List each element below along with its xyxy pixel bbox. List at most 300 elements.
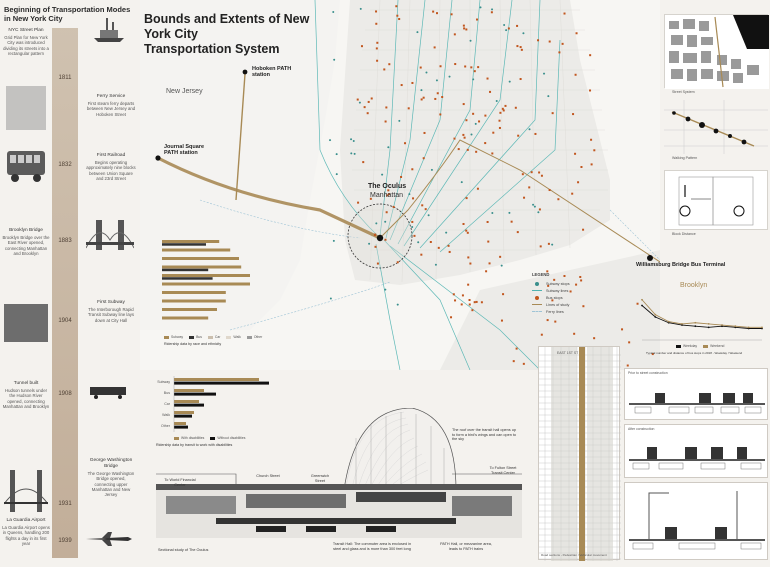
subway-stop-dot bbox=[332, 11, 334, 13]
page-title: Bounds and Extents of New York City Transportation System bbox=[144, 12, 310, 56]
rail-car-image bbox=[88, 385, 128, 399]
subway-stop-dot bbox=[532, 204, 534, 206]
bus-stop-dot bbox=[531, 171, 533, 173]
walking-pattern-caption: Walking Pattern bbox=[672, 156, 698, 160]
subway-stop-dot bbox=[472, 78, 474, 80]
journal-square-station-marker bbox=[155, 155, 160, 160]
line-point bbox=[654, 314, 656, 316]
transit-hall-label: Transit Hall: The commuter area is enclosed in steel and glass and is more than 300 feet long bbox=[332, 542, 412, 551]
bus-stop-dot bbox=[451, 13, 453, 15]
disability-category-label: Car bbox=[164, 402, 170, 406]
bus-stop-dot bbox=[465, 119, 467, 121]
disability-bar bbox=[174, 378, 259, 381]
greenwich-street-label: Greenwich Street bbox=[310, 474, 330, 483]
timeline-right-text: Ferry Service First steam ferry departs between New Jersey and Hoboken Street bbox=[86, 94, 136, 117]
bus-stop-dot bbox=[463, 223, 465, 225]
subway-stop-dot bbox=[503, 24, 505, 26]
bus-stop-dot bbox=[421, 98, 423, 100]
legend-item: Ferry lines bbox=[532, 308, 612, 315]
bus-stop-dot bbox=[576, 32, 578, 34]
subway-stop-dot bbox=[491, 8, 493, 10]
bus-stop-dot bbox=[425, 208, 427, 210]
timeline-left-text: NYC Street Plan Grid Plan for New York City was introduced dividing its streets into a rectangular pattern bbox=[3, 28, 49, 57]
bus-stop-dot bbox=[515, 107, 517, 109]
legend-item: Subway lines bbox=[532, 287, 612, 294]
legend-item: Lines of study bbox=[532, 301, 612, 308]
bus-stop-dot bbox=[375, 246, 377, 248]
subway-stop-dot bbox=[336, 153, 338, 155]
timeline-right-text: George Washington Bridge The George Washington Bridge opened, connecting upper Manhattan and New Jersey bbox=[87, 458, 135, 498]
bus-stop-dot bbox=[571, 193, 573, 195]
bus-stop-dot bbox=[361, 45, 363, 47]
subway-stop-dot bbox=[350, 138, 352, 140]
bus-stop-dot bbox=[516, 25, 518, 27]
bus-stop-dot bbox=[434, 46, 436, 48]
bus-stop-dot bbox=[400, 176, 402, 178]
bus-stop-dot bbox=[367, 112, 369, 114]
oculus-station-marker bbox=[377, 235, 383, 241]
bus-stop-dot bbox=[472, 113, 474, 115]
bus-stop-dot bbox=[489, 91, 491, 93]
bus-stop-dot bbox=[517, 135, 519, 137]
bus-stop-dot bbox=[464, 65, 466, 67]
line-point bbox=[694, 322, 696, 324]
bus-stop-dot bbox=[438, 247, 440, 249]
race-chart-svg bbox=[156, 236, 276, 326]
bus-stop-dot bbox=[432, 11, 434, 13]
bus-stop-dot bbox=[499, 120, 501, 122]
subway-stop-dot bbox=[375, 222, 377, 224]
timeline-left-text: Tunnel built Hudson tunnels under the Hudson River opened, connecting Manhattan and Brooklyn bbox=[2, 381, 50, 410]
subway-stop-dot bbox=[425, 71, 427, 73]
race-bar bbox=[162, 291, 226, 294]
timeline-right-text: First Railroad Begins operating approximately nine blocks between Union Square and 23rd Street bbox=[86, 153, 136, 182]
bus-stop-dot bbox=[557, 198, 559, 200]
bus-stop-dot bbox=[589, 89, 591, 91]
journal-square-label: Journal Square PATH station bbox=[164, 144, 205, 157]
bus-stop-dot bbox=[357, 202, 359, 204]
subway-stop-dot bbox=[416, 31, 418, 33]
bus-stop-dot bbox=[554, 321, 556, 323]
bus-stop-dot bbox=[541, 175, 543, 177]
bus-stop-dot bbox=[467, 232, 469, 234]
timeline-spine bbox=[52, 28, 78, 558]
subway-stop-dot bbox=[420, 89, 422, 91]
bus-stop-dot bbox=[465, 28, 467, 30]
race-bar bbox=[162, 249, 230, 252]
bus-stop-dot bbox=[362, 161, 364, 163]
race-bar bbox=[162, 243, 206, 246]
to-world-label: To World Financial Center bbox=[164, 478, 196, 487]
bus-stop-dot bbox=[508, 27, 510, 29]
bus-stop-dot bbox=[478, 120, 480, 122]
bus-stop-dot bbox=[491, 152, 493, 154]
race-bar bbox=[162, 240, 219, 243]
manhattan-label: Manhattan bbox=[370, 192, 404, 199]
church-street-label: Church Street bbox=[256, 474, 280, 478]
bus-stop-dot bbox=[484, 142, 486, 144]
bus-stop-dot bbox=[534, 133, 536, 135]
disability-bar bbox=[174, 393, 216, 396]
subway-stop-dot bbox=[445, 232, 447, 234]
bus-stop-dot bbox=[492, 132, 494, 134]
bus-stop-dot bbox=[439, 113, 441, 115]
bus-stop-dot bbox=[368, 101, 370, 103]
street-section-after bbox=[624, 424, 768, 478]
bus-stop-dot bbox=[476, 19, 478, 21]
disability-category-label: Subway bbox=[157, 380, 170, 384]
bus-stop-dot bbox=[466, 197, 468, 199]
bus-stop-dot bbox=[423, 132, 425, 134]
bus-stop-dot bbox=[491, 11, 493, 13]
line-point bbox=[734, 325, 736, 327]
subway-stop-dot bbox=[470, 40, 472, 42]
bus-stop-dot bbox=[421, 204, 423, 206]
bus-stop-dot bbox=[469, 299, 471, 301]
strip-caption: Road sections - Pedestrian / Vehicular movement bbox=[541, 553, 607, 557]
subway-stop-dot bbox=[408, 193, 410, 195]
bus-stop-dot bbox=[412, 197, 414, 199]
bus-stop-dot bbox=[487, 241, 489, 243]
line-point bbox=[708, 323, 710, 325]
line-series bbox=[642, 300, 762, 328]
bus-stop-dot bbox=[374, 234, 376, 236]
bus-stop-dot bbox=[593, 149, 595, 151]
steam-ferry-image bbox=[92, 12, 126, 44]
subway-stop-dot bbox=[360, 8, 362, 10]
legend-title: LEGEND bbox=[532, 272, 550, 277]
gw-bridge-image bbox=[4, 468, 48, 514]
bus-stop-dot bbox=[364, 106, 366, 108]
bus-stop-dot bbox=[476, 301, 478, 303]
subway-stop-dot bbox=[381, 174, 383, 176]
subway-stop-dot bbox=[547, 95, 549, 97]
subway-stop-dot bbox=[501, 265, 503, 267]
race-bar bbox=[162, 308, 217, 311]
subway-stop-dot bbox=[537, 211, 539, 213]
bus-stop-dot bbox=[475, 151, 477, 153]
bus-stop-dot bbox=[385, 120, 387, 122]
strip-label: EAST 1ST ST bbox=[557, 351, 579, 355]
timeline-year: 1832 bbox=[58, 162, 72, 168]
bus-stop-dot bbox=[436, 12, 438, 14]
subway-stop-dot bbox=[551, 244, 553, 246]
bus-stop-dot bbox=[404, 142, 406, 144]
bus-stop-dot bbox=[593, 337, 595, 339]
bus-stop-line-chart bbox=[636, 290, 766, 356]
street-section-detail bbox=[624, 482, 768, 560]
bus-stop-dot bbox=[552, 112, 554, 114]
bus-stop-dot bbox=[520, 46, 522, 48]
race-bar bbox=[162, 274, 250, 277]
bus-stop-dot bbox=[471, 309, 473, 311]
subway-stop-dot bbox=[509, 81, 511, 83]
bus-stop-dot bbox=[376, 42, 378, 44]
bus-stop-dot bbox=[577, 181, 579, 183]
disability-category-label: Walk bbox=[162, 413, 170, 417]
bus-stop-dot bbox=[423, 97, 425, 99]
subway-stop-dot bbox=[471, 133, 473, 135]
bus-stop-dot bbox=[463, 27, 465, 29]
bus-stop-dot bbox=[575, 74, 577, 76]
bus-stop-dot bbox=[411, 82, 413, 84]
subway-stop-dot bbox=[449, 76, 451, 78]
bus-stop-dot bbox=[477, 66, 479, 68]
roof-label: The roof over the transit hall opens up to form a bird's wings and can open to the sky bbox=[452, 428, 517, 442]
subway-stop-dot bbox=[384, 221, 386, 223]
streetcar-image bbox=[4, 147, 48, 183]
line-chart-caption: Typical number and distance of bus stops in 2018 - Weekday / Weekend bbox=[646, 351, 743, 355]
bus-stop-dot bbox=[499, 256, 501, 258]
bus-stop-dot bbox=[580, 166, 582, 168]
subway-stop-dot bbox=[491, 212, 493, 214]
legend-item: Subway stops bbox=[532, 280, 612, 287]
race-bar bbox=[162, 266, 241, 269]
subway-stop-dot bbox=[435, 264, 437, 266]
bus-stop-dot bbox=[437, 92, 439, 94]
bus-stop-dot bbox=[449, 251, 451, 253]
subway-stop-dot bbox=[353, 140, 355, 142]
line-point bbox=[641, 299, 643, 301]
race-bar bbox=[162, 317, 208, 320]
timeline-year: 1904 bbox=[58, 318, 72, 324]
subway-stop-dot bbox=[461, 181, 463, 183]
bus-stop-dot bbox=[454, 63, 456, 65]
street-section-after-title: After construction bbox=[628, 427, 655, 431]
bus-stop-dot bbox=[499, 112, 501, 114]
block-distance-panel bbox=[664, 170, 768, 230]
brooklyn-label: Brooklyn bbox=[680, 282, 708, 289]
subway-stop-dot bbox=[480, 6, 482, 8]
bus-stop-dot bbox=[376, 47, 378, 49]
subway-stop-dot bbox=[428, 214, 430, 216]
bus-stop-dot bbox=[377, 263, 379, 265]
street-system-caption: Street System bbox=[672, 90, 695, 94]
bus-stop-dot bbox=[517, 231, 519, 233]
bus-stop-dot bbox=[408, 107, 410, 109]
race-bar bbox=[162, 269, 208, 272]
timeline-year: 1883 bbox=[58, 238, 72, 244]
subway-stop-dot bbox=[496, 100, 498, 102]
bus-stop-dot bbox=[413, 235, 415, 237]
bus-stop-dot bbox=[573, 333, 575, 335]
bus-stop-dot bbox=[462, 294, 464, 296]
bus-stop-dot bbox=[504, 105, 506, 107]
disability-chart-legend: With disabilities Without disabilities bbox=[174, 436, 251, 440]
path-hall-label: PATH Hall, or mezzanine area, leads to PATH trains bbox=[440, 542, 492, 551]
street-system-panel bbox=[664, 14, 768, 88]
bus-stop-dot bbox=[397, 261, 399, 263]
block-distance-caption: Block Distance bbox=[672, 232, 696, 236]
subway-stop-dot bbox=[350, 152, 352, 154]
bus-stop-dot bbox=[516, 348, 518, 350]
disability-bar bbox=[174, 400, 199, 403]
bus-stop-dot bbox=[627, 365, 629, 367]
bus-stop-dot bbox=[453, 138, 455, 140]
bus-stop-dot bbox=[541, 334, 543, 336]
subway-stop-dot bbox=[475, 123, 477, 125]
subway-stop-dot bbox=[411, 226, 413, 228]
bus-stop-dot bbox=[591, 163, 593, 165]
bus-stop-dot bbox=[467, 284, 469, 286]
bus-stop-dot bbox=[393, 206, 395, 208]
race-bar bbox=[162, 257, 239, 260]
disability-bar bbox=[174, 404, 204, 407]
street-plan-strip bbox=[538, 346, 620, 560]
bus-stop-dot bbox=[558, 51, 560, 53]
bus-stop-dot bbox=[470, 66, 472, 68]
oculus-label: The Oculus bbox=[368, 183, 407, 190]
subway-stop-dot bbox=[359, 102, 361, 104]
bus-stop-dot bbox=[489, 262, 491, 264]
subway-stop-dot bbox=[330, 298, 332, 300]
bus-stop-dot bbox=[547, 319, 549, 321]
timeline-right-text: First Subway The Interborough Rapid Transit Subway line lays down at City Hall bbox=[87, 300, 135, 323]
subway-stop-dot bbox=[398, 120, 400, 122]
race-chart-caption: Ridership data by race and ethnicity bbox=[164, 342, 222, 346]
line-point bbox=[668, 321, 670, 323]
timeline-year: 1908 bbox=[58, 391, 72, 397]
bus-stop-dot bbox=[511, 221, 513, 223]
bus-stop-dot bbox=[423, 157, 425, 159]
timeline-year: 1931 bbox=[58, 501, 72, 507]
race-bar bbox=[162, 300, 226, 303]
bus-stop-dot bbox=[562, 43, 564, 45]
bus-stop-dot bbox=[376, 60, 378, 62]
bus-stop-dot bbox=[502, 108, 504, 110]
bus-stop-dot bbox=[375, 23, 377, 25]
subway-stop-dot bbox=[436, 79, 438, 81]
bus-stop-dot bbox=[590, 139, 592, 141]
line-point bbox=[654, 316, 656, 318]
race-chart-legend: Subway Bus Car Walk Other bbox=[164, 335, 268, 339]
ridership-race-chart bbox=[156, 236, 276, 346]
bus-stop-dot bbox=[474, 301, 476, 303]
hoboken-label: Hoboken PATH station bbox=[252, 66, 292, 79]
bus-stop-dot bbox=[537, 39, 539, 41]
bus-stop-dot bbox=[513, 360, 515, 362]
bus-stop-dot bbox=[481, 301, 483, 303]
bus-stop-dot bbox=[628, 341, 630, 343]
disability-bar bbox=[174, 382, 269, 385]
bus-stop-dot bbox=[463, 103, 465, 105]
timeline bbox=[0, 0, 140, 567]
bus-stop-dot bbox=[453, 293, 455, 295]
bus-stop-dot bbox=[461, 303, 463, 305]
street-section-before-title: Prior to street construction bbox=[628, 371, 668, 375]
brooklyn-bridge-image bbox=[86, 218, 134, 256]
bus-stop-dot bbox=[549, 41, 551, 43]
bus-stop-dot bbox=[469, 304, 471, 306]
bus-stop-dot bbox=[450, 316, 452, 318]
williamsburg-label: Williamsburg Bridge Bus Terminal bbox=[636, 262, 726, 268]
bus-stop-dot bbox=[462, 134, 464, 136]
bus-stop-dot bbox=[465, 230, 467, 232]
timeline-year: 1811 bbox=[58, 75, 72, 81]
bus-stop-dot bbox=[538, 171, 540, 173]
bus-stop-dot bbox=[477, 188, 479, 190]
bus-stop-dot bbox=[523, 363, 525, 365]
subway-stop-dot bbox=[384, 289, 386, 291]
disability-bar bbox=[174, 389, 204, 392]
bus-stop-dot bbox=[548, 243, 550, 245]
subway-stop-dot bbox=[534, 206, 536, 208]
new-jersey-label: New Jersey bbox=[166, 88, 203, 95]
subway-stop-dot bbox=[417, 241, 419, 243]
bus-stop-dot bbox=[441, 96, 443, 98]
timeline-title: Beginning of Transportation Modes in New York City bbox=[4, 5, 131, 23]
legend-item: Bus stops bbox=[532, 294, 612, 301]
bus-stop-dot bbox=[454, 299, 456, 301]
bus-stop-dot bbox=[448, 245, 450, 247]
disability-chart-caption: Ridership data by transit to work with disabilities bbox=[156, 443, 233, 447]
bus-stop-dot bbox=[357, 99, 359, 101]
line-chart-svg bbox=[636, 290, 766, 342]
bus-stop-dot bbox=[582, 229, 584, 231]
line-point bbox=[641, 305, 643, 307]
disability-category-label: Bus bbox=[163, 391, 170, 395]
bus-stop-dot bbox=[549, 189, 551, 191]
subway-stop-dot bbox=[397, 304, 399, 306]
bus-stop-dot bbox=[487, 221, 489, 223]
bus-stop-dot bbox=[485, 270, 487, 272]
disability-category-label: Other bbox=[161, 424, 170, 428]
bus-stop-dot bbox=[401, 84, 403, 86]
line-point bbox=[694, 325, 696, 327]
street-plan-image bbox=[6, 86, 46, 130]
legend bbox=[532, 272, 612, 315]
bus-stop-dot bbox=[523, 197, 525, 199]
williamsburg-station-marker bbox=[647, 255, 653, 261]
bus-stop-dot bbox=[501, 320, 503, 322]
bus-stop-dot bbox=[621, 328, 623, 330]
hoboken-station-marker bbox=[243, 70, 248, 75]
line-point bbox=[708, 326, 710, 328]
line-point bbox=[721, 324, 723, 326]
bus-stop-dot bbox=[522, 173, 524, 175]
bus-stop-dot bbox=[458, 148, 460, 150]
subway-stop-dot bbox=[329, 139, 331, 141]
airplane-image bbox=[84, 532, 134, 546]
section-caption: Sectional study of The Oculus bbox=[158, 548, 209, 552]
line-point bbox=[761, 326, 763, 328]
bus-stop-dot bbox=[383, 68, 385, 70]
subway-stop-dot bbox=[336, 173, 338, 175]
street-section-before bbox=[624, 368, 768, 420]
subway-stop-dot bbox=[387, 146, 389, 148]
subway-stop-dot bbox=[333, 240, 335, 242]
oculus-section bbox=[156, 408, 522, 564]
bus-stop-dot bbox=[386, 211, 388, 213]
bus-stop-dot bbox=[521, 49, 523, 51]
subway-stop-dot bbox=[368, 243, 370, 245]
bus-stop-dot bbox=[539, 208, 541, 210]
bus-stop-dot bbox=[469, 263, 471, 265]
bus-stop-dot bbox=[420, 254, 422, 256]
bus-stop-dot bbox=[371, 97, 373, 99]
subway-stop-dot bbox=[543, 73, 545, 75]
bus-stop-dot bbox=[520, 78, 522, 80]
race-bar bbox=[162, 283, 250, 286]
subway-stop-dot bbox=[431, 169, 433, 171]
bus-stop-dot bbox=[434, 98, 436, 100]
bus-stop-dot bbox=[411, 221, 413, 223]
bus-stop-dot bbox=[385, 106, 387, 108]
bus-stop-dot bbox=[589, 54, 591, 56]
subway-stop-dot bbox=[522, 32, 524, 34]
subway-stop-dot bbox=[529, 128, 531, 130]
subway-stop-dot bbox=[508, 212, 510, 214]
